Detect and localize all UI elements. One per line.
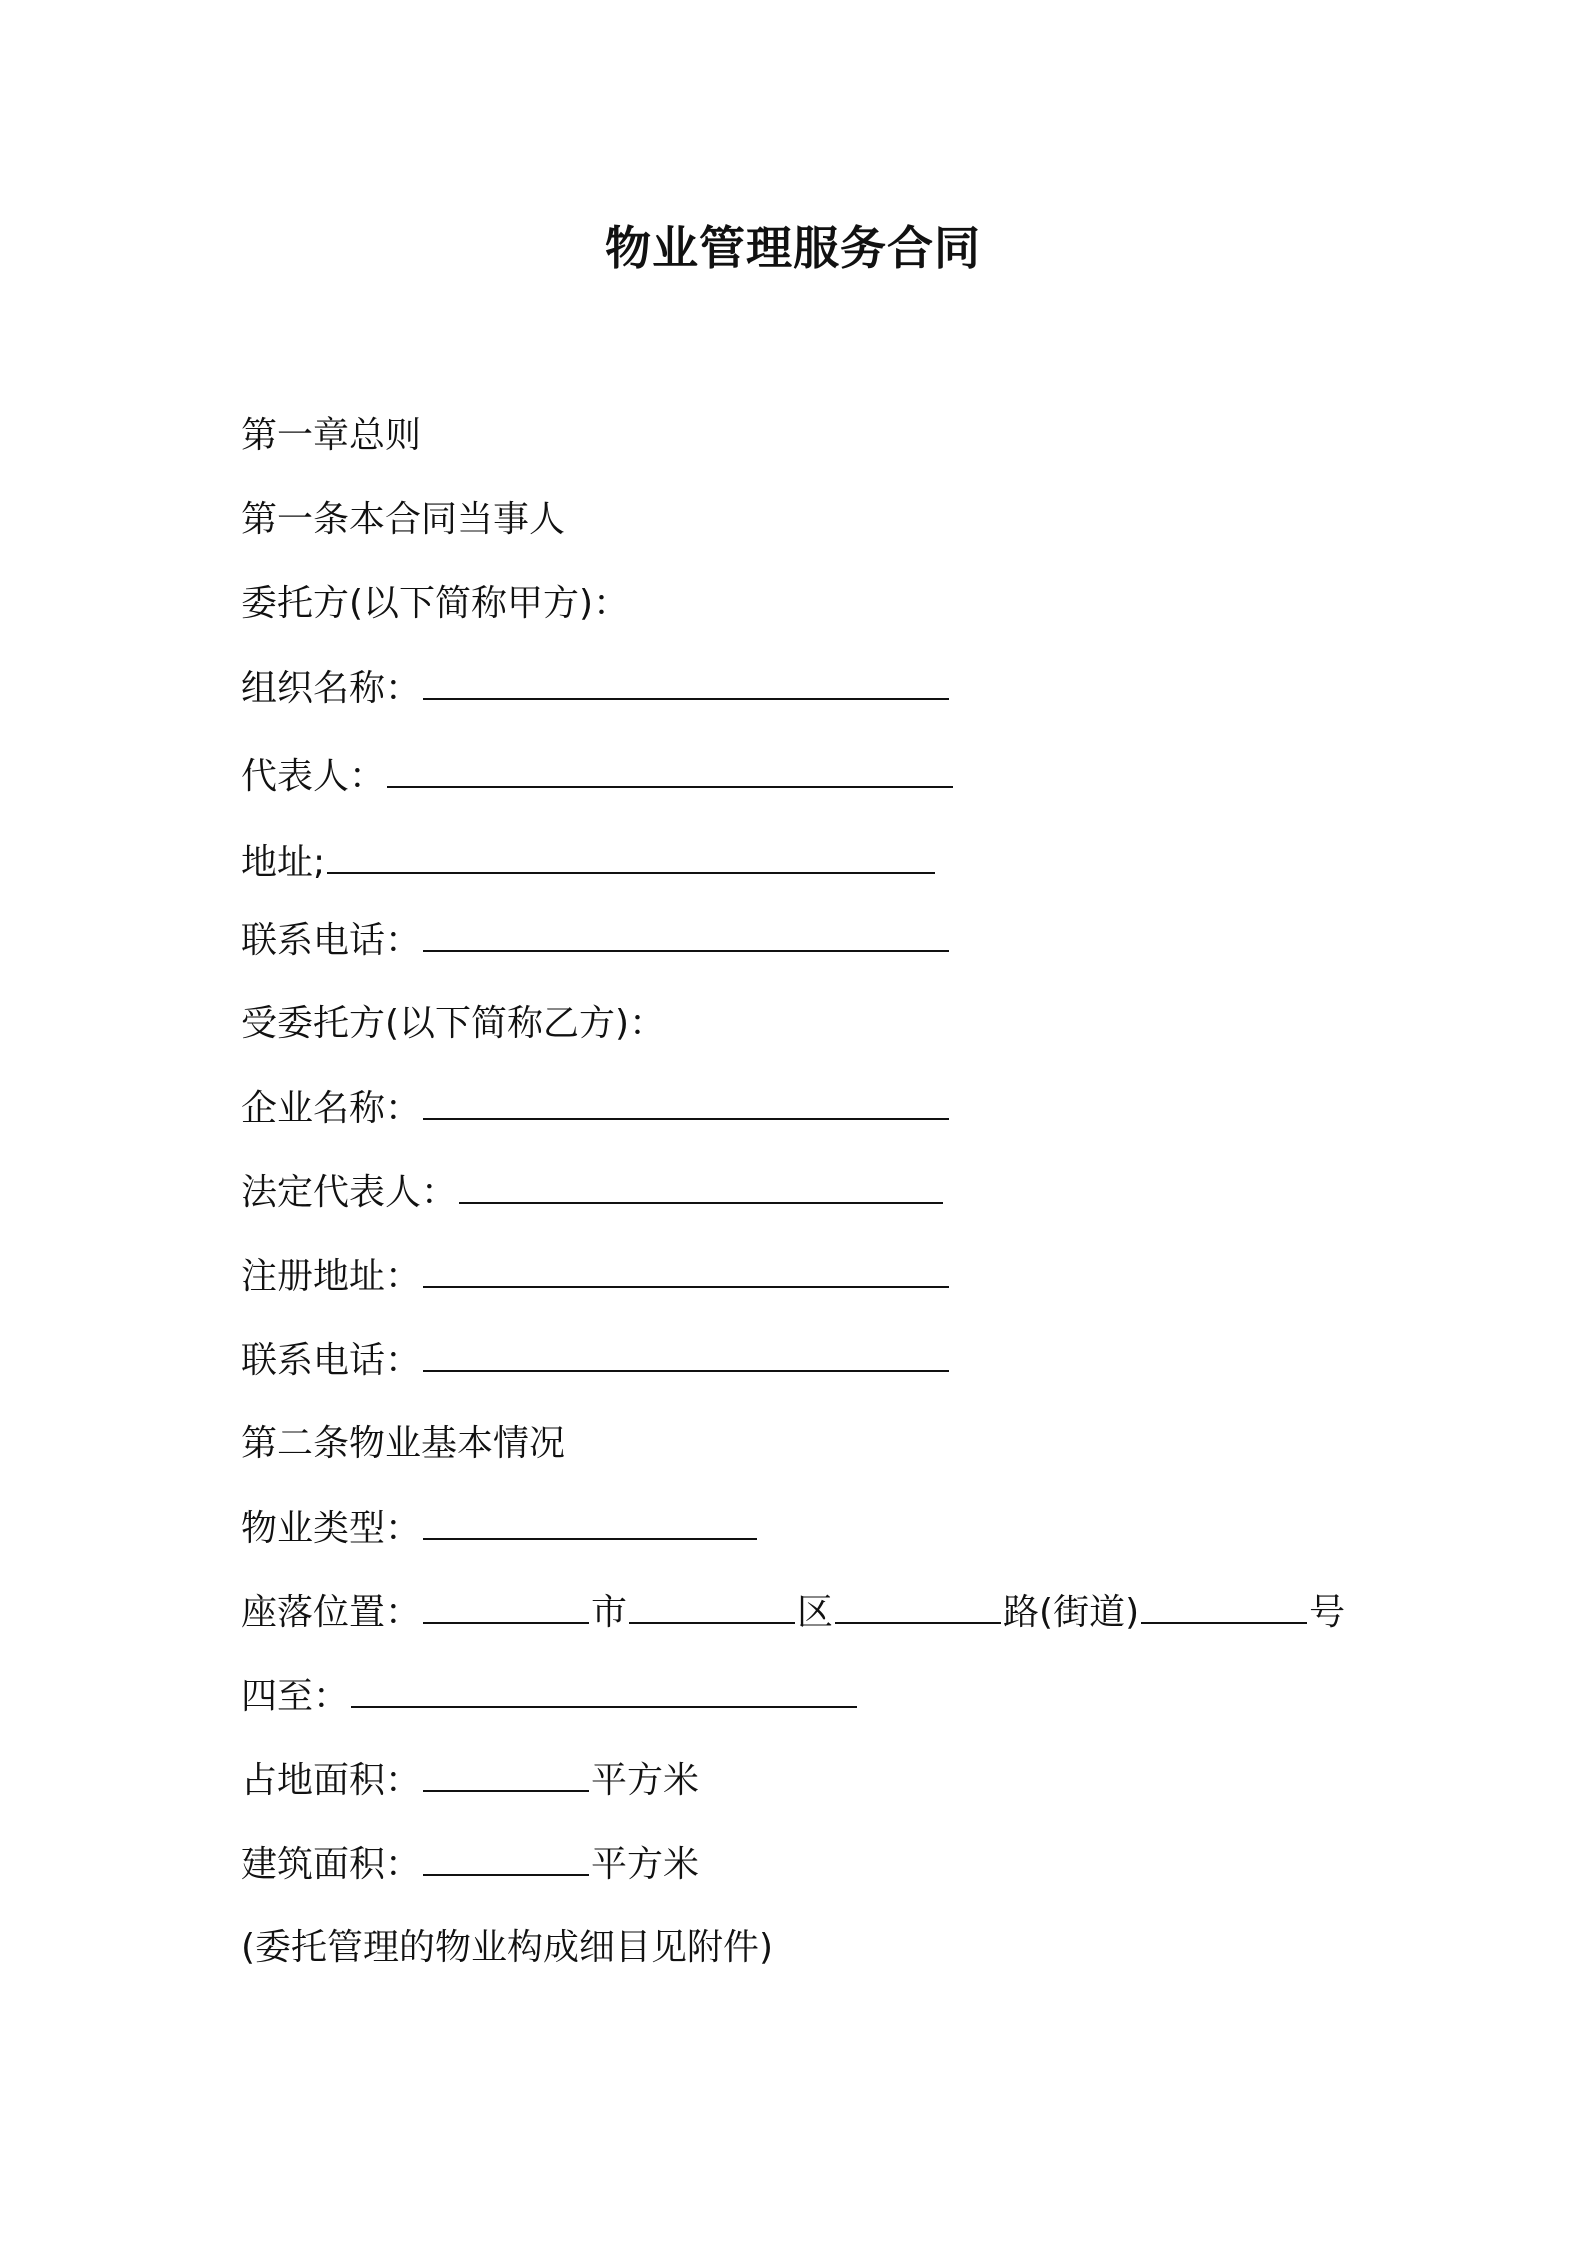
org-name-row (241, 664, 951, 713)
location-city-field[interactable] (423, 1588, 589, 1624)
address-field[interactable] (327, 838, 935, 874)
property-type-field[interactable] (423, 1504, 757, 1540)
article-1-heading-text: 第一条本合同当事人 (241, 499, 566, 540)
land-area-field[interactable] (423, 1756, 589, 1792)
location-number-field[interactable] (1141, 1588, 1307, 1624)
address-label: 地址; (241, 842, 326, 883)
boundaries-row (241, 1672, 859, 1721)
chapter-heading-text: 第一章总则 (241, 415, 422, 456)
article-1-heading (241, 496, 565, 544)
boundaries-label: 四至： (241, 1676, 350, 1717)
company-name-label: 企业名称： (241, 1088, 422, 1129)
land-area-row (241, 1756, 699, 1805)
building-area-row (241, 1840, 699, 1889)
representative-row (241, 752, 955, 801)
legal-rep-label: 法定代表人： (241, 1172, 458, 1213)
party-b-heading-text: 受委托方(以下简称乙方)： (241, 1003, 666, 1044)
attachment-note (241, 1924, 773, 1972)
company-name-field[interactable] (423, 1084, 949, 1120)
phone-b-field[interactable] (423, 1336, 949, 1372)
location-road-field[interactable] (835, 1588, 1001, 1624)
location-road-label: 路(街道) (1003, 1592, 1140, 1633)
party-a-heading (241, 580, 629, 628)
chapter-heading (241, 412, 421, 460)
company-name-row (241, 1084, 951, 1133)
legal-rep-field[interactable] (459, 1168, 943, 1204)
document-title: 物业管理服务合同 (605, 221, 981, 275)
boundaries-field[interactable] (351, 1672, 857, 1708)
building-area-label: 建筑面积： (241, 1844, 422, 1885)
location-district-field[interactable] (629, 1588, 795, 1624)
org-name-field[interactable] (423, 664, 949, 700)
phone-b-label: 联系电话： (241, 1340, 422, 1381)
article-2-heading (241, 1420, 565, 1468)
representative-field[interactable] (387, 752, 953, 788)
reg-address-row (241, 1252, 951, 1301)
land-area-label: 占地面积： (241, 1760, 422, 1801)
property-type-label: 物业类型： (241, 1508, 422, 1549)
party-b-heading (241, 1000, 665, 1048)
legal-rep-row (241, 1168, 945, 1217)
location-label: 座落位置： (241, 1592, 422, 1633)
land-area-unit: 平方米 (591, 1760, 700, 1801)
location-district-label: 区 (797, 1592, 834, 1633)
property-type-row (241, 1504, 759, 1553)
phone-a-row (241, 916, 951, 965)
building-area-field[interactable] (423, 1840, 589, 1876)
party-a-heading-text: 委托方(以下简称甲方)： (241, 583, 630, 624)
representative-label: 代表人： (241, 756, 386, 797)
phone-a-label: 联系电话： (241, 920, 422, 961)
attachment-note-text: (委托管理的物业构成细目见附件) (241, 1927, 774, 1968)
phone-b-row (241, 1336, 951, 1385)
org-name-label: 组织名称： (241, 668, 422, 709)
address-row (241, 838, 937, 887)
phone-a-field[interactable] (423, 916, 949, 952)
location-row (241, 1588, 1345, 1637)
location-number-label: 号 (1309, 1592, 1346, 1633)
reg-address-label: 注册地址： (241, 1256, 422, 1297)
article-2-heading-text: 第二条物业基本情况 (241, 1423, 566, 1464)
location-city-label: 市 (591, 1592, 628, 1633)
building-area-unit: 平方米 (591, 1844, 700, 1885)
reg-address-field[interactable] (423, 1252, 949, 1288)
